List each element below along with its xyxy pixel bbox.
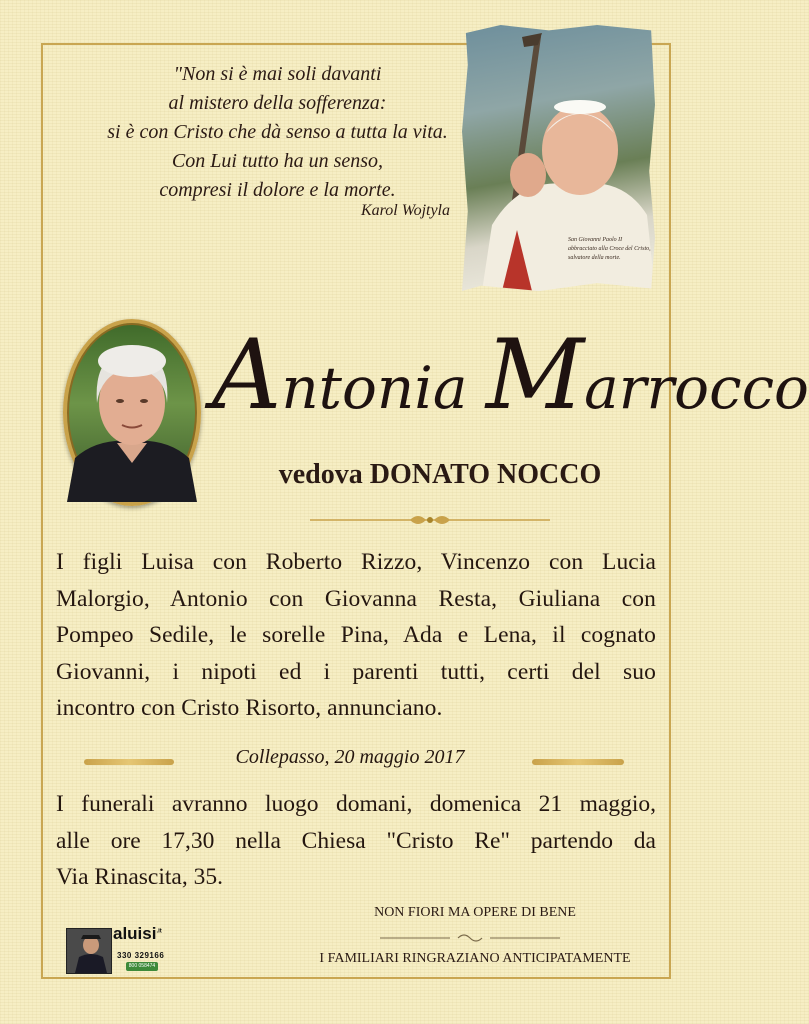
quote-block [100, 60, 455, 205]
date-line: Collepasso, 20 maggio 2017 [235, 746, 465, 768]
announcement-line: incontro con Cristo Risorto, annunciano. [56, 695, 443, 721]
last-name-rest: arrocco [584, 354, 809, 422]
quote-line: "Non si è mai soli davanti [173, 63, 382, 85]
funeral-text [56, 786, 656, 896]
announcement-line: Giovanni, i nipoti ed i parenti tutti, certi del suo [56, 658, 656, 685]
mini-ornament-divider [380, 932, 560, 944]
agency-logo-image [66, 928, 112, 974]
quote-line: compresi il dolore e la morte. [159, 179, 396, 201]
date-bar-right [532, 759, 624, 765]
widow-line: vedova DONATO NOCCO [278, 459, 602, 490]
deceased-name [212, 319, 809, 440]
last-name-initial: M [485, 319, 585, 431]
announcement-line: Malorgio, Antonio con Giovanna Resta, Giuliana con [56, 585, 656, 612]
pope-photo-caption: San Giovanni Paolo II abbracciato alla Croce del Cristo, salvatore della morte. [568, 237, 651, 261]
agency-badge: 800 058474 [126, 962, 158, 971]
announcement-line: Pompeo Sedile, le sorelle Pina, Ada e Lena, il cognato [56, 622, 656, 648]
agency-name: aluisi$^{.it}$ [113, 924, 162, 943]
agency-figure-icon [67, 929, 111, 973]
funeral-line: alle ore 17,30 nella Chiesa "Cristo Re" partendo da [56, 827, 656, 854]
first-name-initial: A [212, 319, 282, 431]
announcement-line: I figli Luisa con Roberto Rizzo, Vincenzo con Lucia [56, 549, 656, 575]
announcement-text [56, 544, 656, 727]
quote-line: si è con Cristo che dà senso a tutta la vita. [107, 121, 448, 143]
quote-line: al mistero della sofferenza: [168, 92, 387, 114]
quote-author: Karol Wojtyla [360, 202, 450, 219]
no-flowers-note: NON FIORI MA OPERE DI BENE [374, 905, 576, 920]
agency-phone: 330 329166 [117, 951, 165, 960]
date-bar-left [84, 759, 174, 765]
funeral-line: Via Rinascita, 35. [56, 864, 223, 890]
family-thanks: I FAMILIARI RINGRAZIANO ANTICIPATAMENTE [319, 951, 631, 966]
quote-line: Con Lui tutto ha un senso, [171, 150, 384, 172]
portrait-illustration [67, 323, 197, 502]
funeral-line: I funerali avranno luogo domani, domenica 21 maggio, [56, 791, 656, 817]
ornament-divider [310, 510, 550, 530]
first-name-rest: ntonia [281, 354, 468, 422]
